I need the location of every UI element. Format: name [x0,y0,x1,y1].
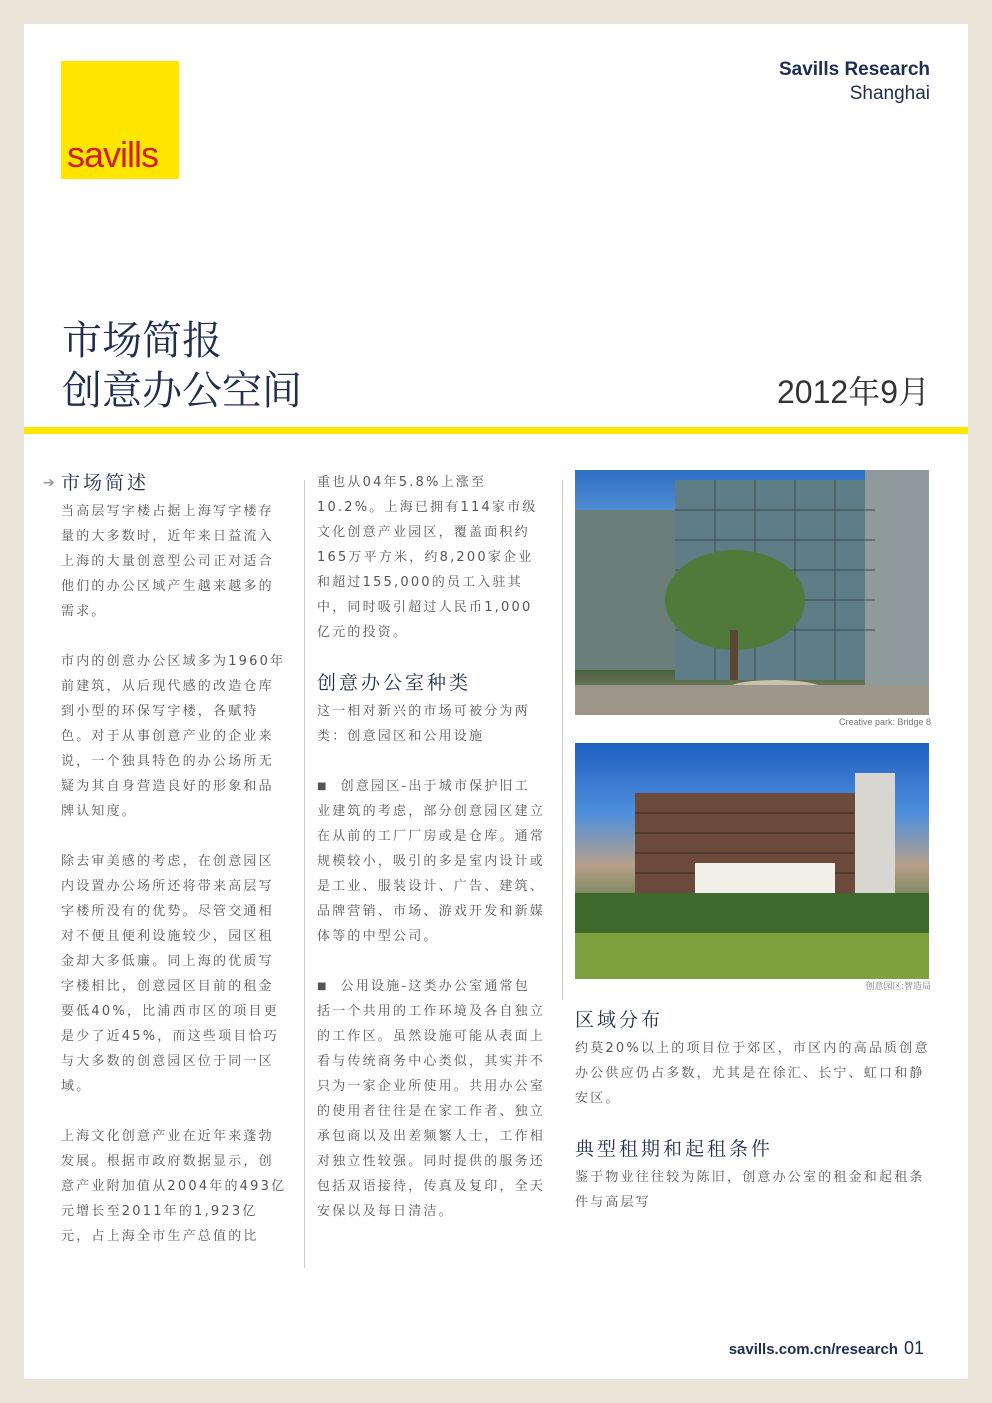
column-3 [575,470,931,1240]
logo-text: savills [67,134,159,175]
section-heading-office-types: 创意办公室种类 [317,672,472,694]
research-label: Savills Research [778,59,930,80]
paragraph: 重也从04年5.8%上涨至10.2%。上海已拥有114家市级文化创意产业园区，覆盖面积约165万平方米，约8,200家企业和超过155,000的员工入驻其中，同时吸引超过人民币1,000亿元的投资。 [317,475,538,640]
page-number: 01 [903,1338,924,1358]
photo-bridge-8 [575,470,929,715]
paragraph: 鉴于物业往往较为陈旧，创意办公室的租金和起租条件与高层写 [575,1170,925,1210]
photo-caption: 创意园区:智造局 [865,981,931,991]
page [24,24,968,1379]
building-illustration [575,743,929,979]
paragraph: 上海文化创意产业在近年来蓬勃发展。根据市政府数据显示，创意产业附加值从2004年的493亿元增长至2011年的1,923亿元，占上海全市生产总值的比 [61,1129,287,1244]
publication-date: 2012年9月 [777,374,930,410]
building-illustration [575,470,929,715]
column-2 [317,470,545,1249]
page-title [62,316,302,416]
savills-logo[interactable] [61,61,179,179]
photo-caption: Creative park: Bridge 8 [838,717,931,727]
square-bullet-icon: ■ [317,781,329,792]
page-footer [729,1338,924,1359]
heading-text: 市场简述 [61,472,150,494]
bullet-text: 公用设施-这类办公室通常包括一个共用的工作环境及各自独立的工作区。虽然设施可能从表面上看与传统商务中心类似，其实并不只为一家企业所使用。共用办公室的使用者往往是在家工作者、独立承包商以及出差频繁人士，工作相对独立性较强。同时提供的服务还包括双语接待，传真及复印，全天安保以及每日清洁。 [317,979,546,1219]
bullet-item [317,774,545,949]
bullet-item [317,974,545,1224]
paragraph: 约莫20%以上的项目位于郊区，市区内的高品质创意办公供应仍占多数，尤其是在徐汇、长宁、虹口和静安区。 [575,1041,930,1106]
section-heading-lease-terms: 典型租期和起租条件 [575,1138,774,1160]
paragraph: 当高层写字楼占据上海写字楼存量的大多数时，近年来日益流入上海的大量创意型公司正对适合他们的办公区域产生越来越多的需求。 [61,504,274,619]
brand-header [779,58,930,106]
paragraph: 除去审美感的考虑，在创意园区内设置办公场所还将带来高层写字楼所没有的优势。尽管交通相对不便且便利设施较少，园区租金却大多低廉。同上海的优质写字楼相比，创意园区目前的租金要低40%，比浦西市区的项目更是少了近45%，而这些项目恰巧与大多数的创意园区位于同一区域。 [61,854,279,1094]
arrow-right-icon: ➔ [43,475,58,491]
column-divider-2 [562,480,563,1000]
yellow-divider [24,427,968,434]
section-heading-market-overview [43,470,287,496]
paragraph: 这一相对新兴的市场可被分为两类：创意园区和公用设施 [317,704,530,744]
paragraph: 市内的创意办公区域多为1960年前建筑，从后现代感的改造仓库到小型的环保写字楼，各赋特色。对于从事创意产业的企业来说，一个独具特色的办公场所无疑为其自身营造良好的形象和品牌认知度。 [61,654,286,819]
title-line-1: 市场简报 [62,318,222,364]
research-link[interactable]: savills.com.cn/research [728,1341,898,1358]
square-bullet-icon: ■ [317,981,329,992]
column-1 [43,470,287,1274]
bullet-text: 创意园区-出于城市保护旧工业建筑的考虑，部分创意园区建立在从前的工厂厂房或是仓库。通常规模较小，吸引的多是室内设计或是工业、服装设计、广告、建筑、品牌营销、市场、游戏开发和新媒体等的中型公司。 [317,779,546,944]
city-label: Shanghai [849,83,930,104]
column-divider-1 [304,480,305,1268]
title-line-2: 创意办公空间 [62,368,302,414]
photo-creative-park [575,743,929,979]
section-heading-distribution: 区域分布 [575,1009,664,1031]
